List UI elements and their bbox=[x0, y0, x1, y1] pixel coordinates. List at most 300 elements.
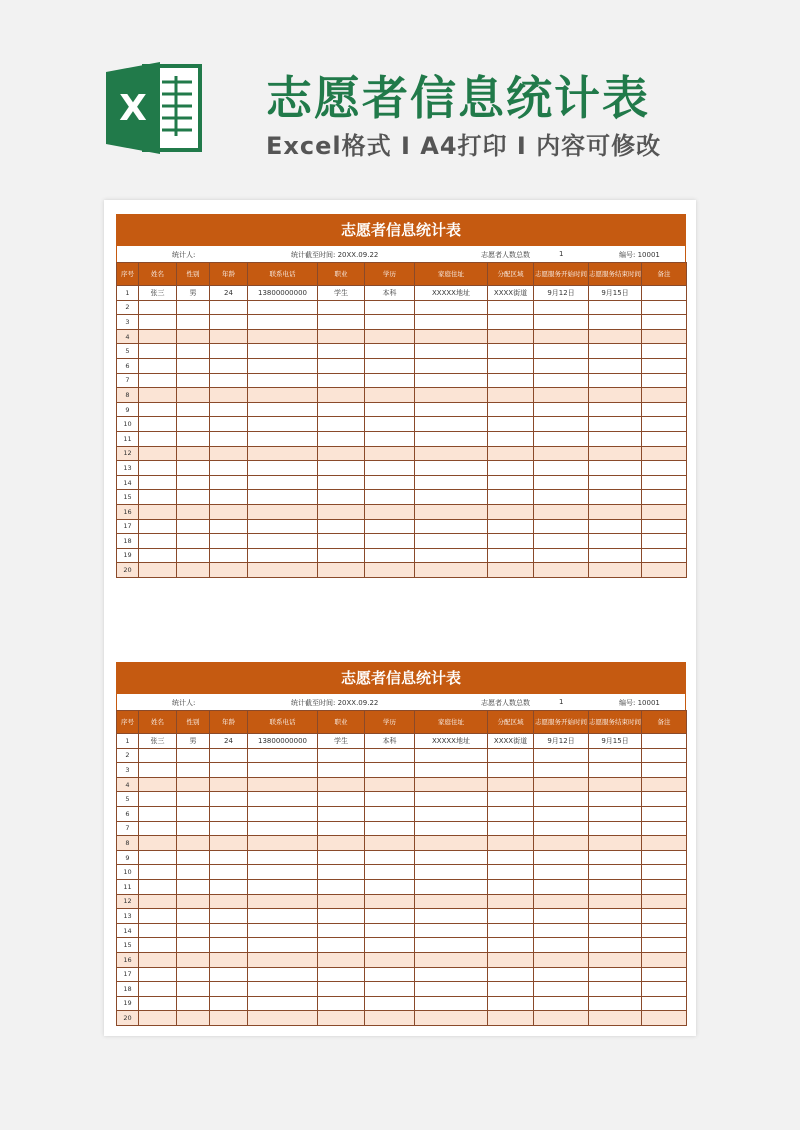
remark-cell[interactable] bbox=[642, 938, 687, 953]
occupation-cell[interactable] bbox=[318, 490, 365, 505]
area-cell[interactable] bbox=[488, 806, 534, 821]
education-cell[interactable] bbox=[365, 792, 415, 807]
gender-cell[interactable] bbox=[177, 967, 210, 982]
occupation-cell[interactable] bbox=[318, 909, 365, 924]
remark-cell[interactable] bbox=[642, 909, 687, 924]
phone-cell[interactable] bbox=[248, 777, 318, 792]
occupation-cell[interactable] bbox=[318, 792, 365, 807]
start-date-cell[interactable] bbox=[534, 519, 589, 534]
name-cell[interactable] bbox=[139, 417, 177, 432]
row-index[interactable]: 5 bbox=[117, 344, 139, 359]
name-cell[interactable] bbox=[139, 402, 177, 417]
phone-cell[interactable] bbox=[248, 865, 318, 880]
phone-cell[interactable] bbox=[248, 504, 318, 519]
start-date-cell[interactable] bbox=[534, 329, 589, 344]
phone-cell[interactable] bbox=[248, 836, 318, 851]
gender-cell[interactable]: 男 bbox=[177, 734, 210, 749]
start-date-cell[interactable] bbox=[534, 821, 589, 836]
education-cell[interactable] bbox=[365, 952, 415, 967]
area-cell[interactable] bbox=[488, 792, 534, 807]
occupation-cell[interactable] bbox=[318, 300, 365, 315]
name-cell[interactable] bbox=[139, 879, 177, 894]
start-date-cell[interactable] bbox=[534, 777, 589, 792]
name-cell[interactable] bbox=[139, 431, 177, 446]
gender-cell[interactable] bbox=[177, 534, 210, 549]
start-date-cell[interactable] bbox=[534, 548, 589, 563]
gender-cell[interactable] bbox=[177, 475, 210, 490]
end-date-cell[interactable] bbox=[589, 821, 642, 836]
remark-cell[interactable] bbox=[642, 734, 687, 749]
phone-cell[interactable] bbox=[248, 358, 318, 373]
end-date-cell[interactable] bbox=[589, 865, 642, 880]
remark-cell[interactable] bbox=[642, 952, 687, 967]
name-cell[interactable] bbox=[139, 792, 177, 807]
remark-cell[interactable] bbox=[642, 329, 687, 344]
name-cell[interactable] bbox=[139, 763, 177, 778]
area-cell[interactable] bbox=[488, 402, 534, 417]
area-cell[interactable] bbox=[488, 344, 534, 359]
end-date-cell[interactable] bbox=[589, 879, 642, 894]
row-index[interactable]: 13 bbox=[117, 461, 139, 476]
end-date-cell[interactable] bbox=[589, 982, 642, 997]
address-cell[interactable] bbox=[415, 373, 488, 388]
area-cell[interactable] bbox=[488, 431, 534, 446]
end-date-cell[interactable] bbox=[589, 792, 642, 807]
address-cell[interactable] bbox=[415, 952, 488, 967]
remark-cell[interactable] bbox=[642, 300, 687, 315]
age-cell[interactable] bbox=[210, 373, 248, 388]
name-cell[interactable] bbox=[139, 748, 177, 763]
phone-cell[interactable] bbox=[248, 821, 318, 836]
name-cell[interactable] bbox=[139, 821, 177, 836]
age-cell[interactable] bbox=[210, 982, 248, 997]
occupation-cell[interactable] bbox=[318, 938, 365, 953]
name-cell[interactable] bbox=[139, 300, 177, 315]
phone-cell[interactable] bbox=[248, 938, 318, 953]
area-cell[interactable] bbox=[488, 300, 534, 315]
row-index[interactable]: 6 bbox=[117, 358, 139, 373]
remark-cell[interactable] bbox=[642, 865, 687, 880]
area-cell[interactable] bbox=[488, 777, 534, 792]
occupation-cell[interactable] bbox=[318, 315, 365, 330]
education-cell[interactable] bbox=[365, 894, 415, 909]
address-cell[interactable] bbox=[415, 865, 488, 880]
name-cell[interactable] bbox=[139, 952, 177, 967]
area-cell[interactable] bbox=[488, 967, 534, 982]
remark-cell[interactable] bbox=[642, 850, 687, 865]
area-cell[interactable] bbox=[488, 417, 534, 432]
age-cell[interactable]: 24 bbox=[210, 286, 248, 301]
start-date-cell[interactable] bbox=[534, 402, 589, 417]
row-index[interactable]: 9 bbox=[117, 850, 139, 865]
phone-cell[interactable] bbox=[248, 417, 318, 432]
age-cell[interactable] bbox=[210, 923, 248, 938]
end-date-cell[interactable] bbox=[589, 563, 642, 578]
row-index[interactable]: 9 bbox=[117, 402, 139, 417]
remark-cell[interactable] bbox=[642, 402, 687, 417]
end-date-cell[interactable] bbox=[589, 373, 642, 388]
age-cell[interactable] bbox=[210, 952, 248, 967]
address-cell[interactable] bbox=[415, 446, 488, 461]
education-cell[interactable] bbox=[365, 777, 415, 792]
start-date-cell[interactable] bbox=[534, 563, 589, 578]
education-cell[interactable] bbox=[365, 490, 415, 505]
name-cell[interactable] bbox=[139, 490, 177, 505]
address-cell[interactable] bbox=[415, 402, 488, 417]
occupation-cell[interactable] bbox=[318, 534, 365, 549]
remark-cell[interactable] bbox=[642, 982, 687, 997]
education-cell[interactable] bbox=[365, 748, 415, 763]
name-cell[interactable] bbox=[139, 548, 177, 563]
occupation-cell[interactable]: 学生 bbox=[318, 286, 365, 301]
start-date-cell[interactable] bbox=[534, 850, 589, 865]
address-cell[interactable] bbox=[415, 388, 488, 403]
start-date-cell[interactable] bbox=[534, 952, 589, 967]
education-cell[interactable] bbox=[365, 446, 415, 461]
gender-cell[interactable] bbox=[177, 461, 210, 476]
phone-cell[interactable] bbox=[248, 982, 318, 997]
phone-cell[interactable]: 13800000000 bbox=[248, 286, 318, 301]
occupation-cell[interactable] bbox=[318, 982, 365, 997]
start-date-cell[interactable] bbox=[534, 504, 589, 519]
occupation-cell[interactable] bbox=[318, 548, 365, 563]
gender-cell[interactable] bbox=[177, 490, 210, 505]
row-index[interactable]: 6 bbox=[117, 806, 139, 821]
remark-cell[interactable] bbox=[642, 431, 687, 446]
area-cell[interactable] bbox=[488, 315, 534, 330]
name-cell[interactable] bbox=[139, 563, 177, 578]
area-cell[interactable] bbox=[488, 938, 534, 953]
remark-cell[interactable] bbox=[642, 792, 687, 807]
end-date-cell[interactable] bbox=[589, 777, 642, 792]
phone-cell[interactable] bbox=[248, 923, 318, 938]
gender-cell[interactable]: 男 bbox=[177, 286, 210, 301]
remark-cell[interactable] bbox=[642, 388, 687, 403]
phone-cell[interactable] bbox=[248, 879, 318, 894]
occupation-cell[interactable] bbox=[318, 358, 365, 373]
phone-cell[interactable] bbox=[248, 344, 318, 359]
age-cell[interactable] bbox=[210, 329, 248, 344]
start-date-cell[interactable] bbox=[534, 982, 589, 997]
age-cell[interactable] bbox=[210, 344, 248, 359]
name-cell[interactable] bbox=[139, 373, 177, 388]
age-cell[interactable] bbox=[210, 300, 248, 315]
address-cell[interactable] bbox=[415, 982, 488, 997]
phone-cell[interactable] bbox=[248, 548, 318, 563]
row-index[interactable]: 10 bbox=[117, 417, 139, 432]
area-cell[interactable] bbox=[488, 894, 534, 909]
age-cell[interactable] bbox=[210, 1011, 248, 1026]
area-cell[interactable] bbox=[488, 1011, 534, 1026]
end-date-cell[interactable] bbox=[589, 344, 642, 359]
area-cell[interactable] bbox=[488, 534, 534, 549]
age-cell[interactable] bbox=[210, 836, 248, 851]
start-date-cell[interactable] bbox=[534, 763, 589, 778]
address-cell[interactable]: XXXXX地址 bbox=[415, 734, 488, 749]
start-date-cell[interactable] bbox=[534, 748, 589, 763]
age-cell[interactable] bbox=[210, 938, 248, 953]
gender-cell[interactable] bbox=[177, 402, 210, 417]
address-cell[interactable] bbox=[415, 519, 488, 534]
age-cell[interactable] bbox=[210, 909, 248, 924]
phone-cell[interactable] bbox=[248, 519, 318, 534]
address-cell[interactable] bbox=[415, 504, 488, 519]
occupation-cell[interactable] bbox=[318, 563, 365, 578]
remark-cell[interactable] bbox=[642, 475, 687, 490]
address-cell[interactable] bbox=[415, 1011, 488, 1026]
row-index[interactable]: 8 bbox=[117, 836, 139, 851]
name-cell[interactable] bbox=[139, 865, 177, 880]
name-cell[interactable] bbox=[139, 894, 177, 909]
gender-cell[interactable] bbox=[177, 417, 210, 432]
occupation-cell[interactable] bbox=[318, 373, 365, 388]
phone-cell[interactable] bbox=[248, 967, 318, 982]
phone-cell[interactable] bbox=[248, 996, 318, 1011]
area-cell[interactable] bbox=[488, 763, 534, 778]
gender-cell[interactable] bbox=[177, 388, 210, 403]
occupation-cell[interactable] bbox=[318, 850, 365, 865]
name-cell[interactable] bbox=[139, 850, 177, 865]
remark-cell[interactable] bbox=[642, 519, 687, 534]
name-cell[interactable] bbox=[139, 329, 177, 344]
start-date-cell[interactable] bbox=[534, 938, 589, 953]
end-date-cell[interactable] bbox=[589, 388, 642, 403]
gender-cell[interactable] bbox=[177, 344, 210, 359]
end-date-cell[interactable] bbox=[589, 952, 642, 967]
area-cell[interactable] bbox=[488, 461, 534, 476]
address-cell[interactable] bbox=[415, 748, 488, 763]
address-cell[interactable] bbox=[415, 763, 488, 778]
education-cell[interactable] bbox=[365, 821, 415, 836]
phone-cell[interactable] bbox=[248, 373, 318, 388]
address-cell[interactable] bbox=[415, 431, 488, 446]
end-date-cell[interactable] bbox=[589, 894, 642, 909]
gender-cell[interactable] bbox=[177, 358, 210, 373]
education-cell[interactable] bbox=[365, 763, 415, 778]
address-cell[interactable] bbox=[415, 534, 488, 549]
education-cell[interactable] bbox=[365, 417, 415, 432]
remark-cell[interactable] bbox=[642, 548, 687, 563]
occupation-cell[interactable] bbox=[318, 402, 365, 417]
remark-cell[interactable] bbox=[642, 534, 687, 549]
education-cell[interactable] bbox=[365, 373, 415, 388]
gender-cell[interactable] bbox=[177, 777, 210, 792]
age-cell[interactable] bbox=[210, 315, 248, 330]
start-date-cell[interactable] bbox=[534, 490, 589, 505]
end-date-cell[interactable] bbox=[589, 490, 642, 505]
row-index[interactable]: 5 bbox=[117, 792, 139, 807]
row-index[interactable]: 13 bbox=[117, 909, 139, 924]
name-cell[interactable] bbox=[139, 1011, 177, 1026]
name-cell[interactable]: 张三 bbox=[139, 734, 177, 749]
phone-cell[interactable] bbox=[248, 806, 318, 821]
age-cell[interactable] bbox=[210, 563, 248, 578]
name-cell[interactable] bbox=[139, 909, 177, 924]
remark-cell[interactable] bbox=[642, 763, 687, 778]
area-cell[interactable] bbox=[488, 446, 534, 461]
age-cell[interactable] bbox=[210, 850, 248, 865]
start-date-cell[interactable] bbox=[534, 879, 589, 894]
area-cell[interactable]: XXXX街道 bbox=[488, 734, 534, 749]
education-cell[interactable] bbox=[365, 850, 415, 865]
address-cell[interactable] bbox=[415, 792, 488, 807]
gender-cell[interactable] bbox=[177, 519, 210, 534]
area-cell[interactable] bbox=[488, 504, 534, 519]
end-date-cell[interactable] bbox=[589, 548, 642, 563]
phone-cell[interactable] bbox=[248, 300, 318, 315]
name-cell[interactable] bbox=[139, 461, 177, 476]
address-cell[interactable] bbox=[415, 300, 488, 315]
row-index[interactable]: 8 bbox=[117, 388, 139, 403]
education-cell[interactable]: 本科 bbox=[365, 734, 415, 749]
age-cell[interactable]: 24 bbox=[210, 734, 248, 749]
remark-cell[interactable] bbox=[642, 315, 687, 330]
phone-cell[interactable] bbox=[248, 850, 318, 865]
start-date-cell[interactable] bbox=[534, 996, 589, 1011]
area-cell[interactable] bbox=[488, 982, 534, 997]
remark-cell[interactable] bbox=[642, 821, 687, 836]
area-cell[interactable] bbox=[488, 923, 534, 938]
start-date-cell[interactable] bbox=[534, 792, 589, 807]
area-cell[interactable] bbox=[488, 519, 534, 534]
gender-cell[interactable] bbox=[177, 996, 210, 1011]
gender-cell[interactable] bbox=[177, 850, 210, 865]
phone-cell[interactable] bbox=[248, 894, 318, 909]
remark-cell[interactable] bbox=[642, 967, 687, 982]
name-cell[interactable] bbox=[139, 344, 177, 359]
remark-cell[interactable] bbox=[642, 446, 687, 461]
area-cell[interactable] bbox=[488, 996, 534, 1011]
gender-cell[interactable] bbox=[177, 982, 210, 997]
address-cell[interactable] bbox=[415, 329, 488, 344]
end-date-cell[interactable] bbox=[589, 967, 642, 982]
end-date-cell[interactable] bbox=[589, 446, 642, 461]
gender-cell[interactable] bbox=[177, 748, 210, 763]
age-cell[interactable] bbox=[210, 534, 248, 549]
area-cell[interactable] bbox=[488, 865, 534, 880]
phone-cell[interactable] bbox=[248, 446, 318, 461]
end-date-cell[interactable] bbox=[589, 402, 642, 417]
gender-cell[interactable] bbox=[177, 879, 210, 894]
remark-cell[interactable] bbox=[642, 286, 687, 301]
address-cell[interactable] bbox=[415, 344, 488, 359]
remark-cell[interactable] bbox=[642, 836, 687, 851]
remark-cell[interactable] bbox=[642, 417, 687, 432]
age-cell[interactable] bbox=[210, 879, 248, 894]
education-cell[interactable] bbox=[365, 358, 415, 373]
row-index[interactable]: 14 bbox=[117, 923, 139, 938]
area-cell[interactable] bbox=[488, 879, 534, 894]
age-cell[interactable] bbox=[210, 894, 248, 909]
occupation-cell[interactable] bbox=[318, 879, 365, 894]
row-index[interactable]: 7 bbox=[117, 821, 139, 836]
education-cell[interactable] bbox=[365, 879, 415, 894]
row-index[interactable]: 2 bbox=[117, 300, 139, 315]
age-cell[interactable] bbox=[210, 417, 248, 432]
area-cell[interactable] bbox=[488, 563, 534, 578]
row-index[interactable]: 1 bbox=[117, 734, 139, 749]
age-cell[interactable] bbox=[210, 748, 248, 763]
age-cell[interactable] bbox=[210, 431, 248, 446]
start-date-cell[interactable] bbox=[534, 865, 589, 880]
age-cell[interactable] bbox=[210, 519, 248, 534]
occupation-cell[interactable] bbox=[318, 329, 365, 344]
remark-cell[interactable] bbox=[642, 879, 687, 894]
start-date-cell[interactable] bbox=[534, 894, 589, 909]
name-cell[interactable] bbox=[139, 358, 177, 373]
remark-cell[interactable] bbox=[642, 806, 687, 821]
end-date-cell[interactable] bbox=[589, 358, 642, 373]
start-date-cell[interactable]: 9月12日 bbox=[534, 286, 589, 301]
address-cell[interactable] bbox=[415, 475, 488, 490]
occupation-cell[interactable] bbox=[318, 923, 365, 938]
occupation-cell[interactable] bbox=[318, 475, 365, 490]
age-cell[interactable] bbox=[210, 402, 248, 417]
education-cell[interactable] bbox=[365, 967, 415, 982]
start-date-cell[interactable] bbox=[534, 431, 589, 446]
address-cell[interactable]: XXXXX地址 bbox=[415, 286, 488, 301]
row-index[interactable]: 19 bbox=[117, 996, 139, 1011]
occupation-cell[interactable] bbox=[318, 952, 365, 967]
education-cell[interactable] bbox=[365, 300, 415, 315]
education-cell[interactable] bbox=[365, 504, 415, 519]
age-cell[interactable] bbox=[210, 792, 248, 807]
address-cell[interactable] bbox=[415, 938, 488, 953]
age-cell[interactable] bbox=[210, 446, 248, 461]
remark-cell[interactable] bbox=[642, 490, 687, 505]
occupation-cell[interactable] bbox=[318, 763, 365, 778]
end-date-cell[interactable] bbox=[589, 519, 642, 534]
name-cell[interactable] bbox=[139, 996, 177, 1011]
row-index[interactable]: 16 bbox=[117, 952, 139, 967]
education-cell[interactable] bbox=[365, 431, 415, 446]
gender-cell[interactable] bbox=[177, 821, 210, 836]
phone-cell[interactable] bbox=[248, 952, 318, 967]
occupation-cell[interactable] bbox=[318, 446, 365, 461]
gender-cell[interactable] bbox=[177, 923, 210, 938]
occupation-cell[interactable] bbox=[318, 748, 365, 763]
name-cell[interactable] bbox=[139, 504, 177, 519]
row-index[interactable]: 2 bbox=[117, 748, 139, 763]
area-cell[interactable] bbox=[488, 388, 534, 403]
name-cell[interactable] bbox=[139, 475, 177, 490]
education-cell[interactable]: 本科 bbox=[365, 286, 415, 301]
occupation-cell[interactable] bbox=[318, 967, 365, 982]
age-cell[interactable] bbox=[210, 388, 248, 403]
education-cell[interactable] bbox=[365, 388, 415, 403]
row-index[interactable]: 1 bbox=[117, 286, 139, 301]
address-cell[interactable] bbox=[415, 563, 488, 578]
education-cell[interactable] bbox=[365, 461, 415, 476]
education-cell[interactable] bbox=[365, 996, 415, 1011]
name-cell[interactable] bbox=[139, 923, 177, 938]
gender-cell[interactable] bbox=[177, 894, 210, 909]
area-cell[interactable] bbox=[488, 850, 534, 865]
start-date-cell[interactable] bbox=[534, 358, 589, 373]
education-cell[interactable] bbox=[365, 402, 415, 417]
area-cell[interactable] bbox=[488, 358, 534, 373]
end-date-cell[interactable] bbox=[589, 763, 642, 778]
phone-cell[interactable] bbox=[248, 748, 318, 763]
gender-cell[interactable] bbox=[177, 836, 210, 851]
end-date-cell[interactable] bbox=[589, 534, 642, 549]
occupation-cell[interactable] bbox=[318, 996, 365, 1011]
row-index[interactable]: 18 bbox=[117, 534, 139, 549]
occupation-cell[interactable] bbox=[318, 806, 365, 821]
area-cell[interactable] bbox=[488, 490, 534, 505]
end-date-cell[interactable] bbox=[589, 504, 642, 519]
occupation-cell[interactable] bbox=[318, 894, 365, 909]
